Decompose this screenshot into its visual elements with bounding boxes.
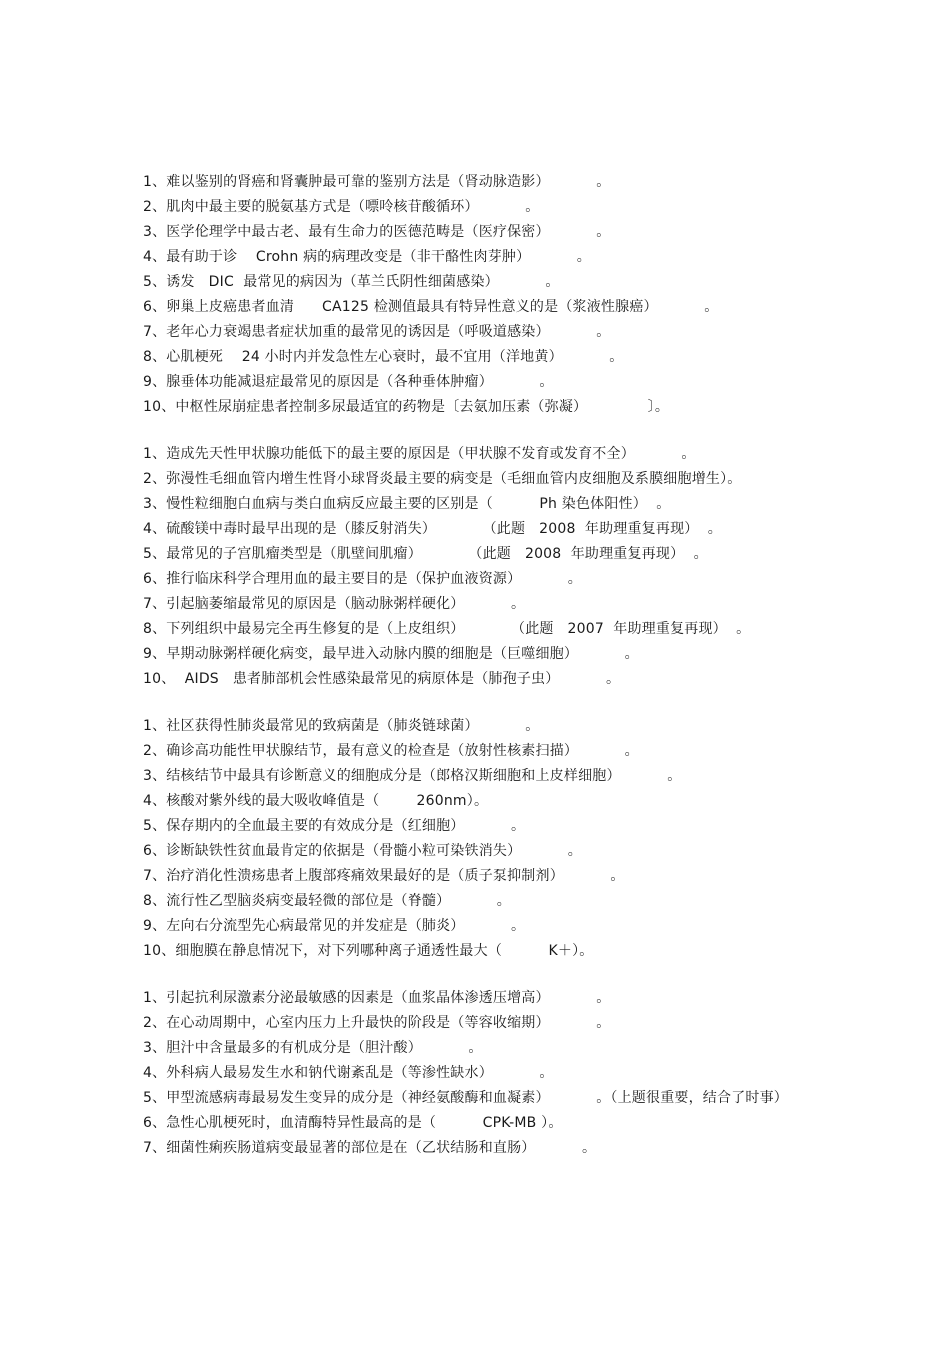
- question-line: 2、确诊高功能性甲状腺结节，最有意义的检查是（放射性核素扫描） 。: [143, 743, 639, 759]
- question-line: 8、下列组织中最易完全再生修复的是（上皮组织） （此题 2007 年助理重复再现） 。: [143, 621, 751, 637]
- question-group-3: [143, 714, 793, 964]
- question-line: 3、胆汁中含量最多的有机成分是（胆汁酸） 。: [143, 1040, 483, 1056]
- question-group-2: [143, 442, 793, 692]
- question-line: 2、在心动周期中，心室内压力上升最快的阶段是（等容收缩期） 。: [143, 1015, 611, 1031]
- question-line: 1、引起抗利尿激素分泌最敏感的因素是（血浆晶体渗透压增高） 。: [143, 990, 611, 1006]
- question-line: 7、细菌性痢疾肠道病变最显著的部位是在（乙状结肠和直肠） 。: [143, 1140, 597, 1156]
- question-line: 2、肌肉中最主要的脱氨基方式是（嘌呤核苷酸循环） 。: [143, 199, 540, 215]
- question-line: 7、治疗消化性溃疡患者上腹部疼痛效果最好的是（质子泵抑制剂） 。: [143, 868, 625, 884]
- question-line: 4、外科病人最易发生水和钠代谢紊乱是（等渗性缺水） 。: [143, 1065, 554, 1081]
- question-line: 6、推行临床科学合理用血的最主要目的是（保护血液资源） 。: [143, 571, 583, 587]
- question-group-1: [143, 170, 793, 420]
- question-line: 1、社区获得性肺炎最常见的致病菌是（肺炎链球菌） 。: [143, 718, 540, 734]
- question-line: 6、诊断缺铁性贫血最肯定的依据是（骨髓小粒可染铁消失） 。: [143, 843, 583, 859]
- question-line: 3、慢性粒细胞白血病与类白血病反应最主要的区别是（ Ph 染色体阳性） 。: [143, 496, 671, 512]
- question-line: 7、老年心力衰竭患者症状加重的最常见的诱因是（呼吸道感染） 。: [143, 324, 611, 340]
- question-line: 9、左向右分流型先心病最常见的并发症是（肺炎） 。: [143, 918, 526, 934]
- question-line: 3、医学伦理学中最古老、最有生命力的医德范畴是（医疗保密） 。: [143, 224, 611, 240]
- question-line: 5、最常见的子宫肌瘤类型是（肌壁间肌瘤） （此题 2008 年助理重复再现） 。: [143, 546, 708, 562]
- question-line: 5、保存期内的全血最主要的有效成分是（红细胞） 。: [143, 818, 526, 834]
- question-line: 1、造成先天性甲状腺功能低下的最主要的原因是（甲状腺不发育或发育不全） 。: [143, 446, 696, 462]
- question-line: 10、细胞膜在静息情况下，对下列哪种离子通透性最大（ K＋）。: [143, 943, 594, 959]
- question-line: 1、难以鉴别的肾癌和肾囊肿最可靠的鉴别方法是（肾动脉造影） 。: [143, 174, 611, 190]
- question-line: 4、核酸对紫外线的最大吸收峰值是（ 260nm）。: [143, 793, 489, 809]
- question-line: 3、结核结节中最具有诊断意义的细胞成分是（郎格汉斯细胞和上皮样细胞） 。: [143, 768, 682, 784]
- question-line: 5、甲型流感病毒最易发生变异的成分是（神经氨酸酶和血凝素） 。（上题很重要，结合了时事）: [143, 1090, 789, 1106]
- question-line: 8、心肌梗死 24 小时内并发急性左心衰时，最不宜用（洋地黄） 。: [143, 349, 624, 365]
- question-line: 8、流行性乙型脑炎病变最轻微的部位是（脊髓） 。: [143, 893, 512, 909]
- question-group-4: [143, 986, 793, 1161]
- question-line: 5、诱发 DIC 最常见的病因为（革兰氏阴性细菌感染） 。: [143, 274, 560, 290]
- question-line: 4、最有助于诊 Crohn 病的病理改变是（非干酪性肉芽肿） 。: [143, 249, 591, 265]
- question-line: 4、硫酸镁中毒时最早出现的是（膝反射消失） （此题 2008 年助理重复再现） 。: [143, 521, 722, 537]
- question-line: 7、引起脑萎缩最常见的原因是（脑动脉粥样硬化） 。: [143, 596, 526, 612]
- question-line: 10、中枢性尿崩症患者控制多尿最适宜的药物是〔去氨加压素（弥凝） 〕。: [143, 399, 670, 415]
- question-line: 10、 AIDS 患者肺部机会性感染最常见的病原体是（肺孢子虫） 。: [143, 671, 621, 687]
- question-line: 6、急性心肌梗死时，血清酶特异性最高的是（ CPK-MB ）。: [143, 1115, 563, 1131]
- question-line: 2、弥漫性毛细血管内增生性肾小球肾炎最主要的病变是（毛细血管内皮细胞及系膜细胞增生）。: [143, 471, 742, 487]
- question-line: 9、腺垂体功能减退症最常见的原因是（各种垂体肿瘤） 。: [143, 374, 554, 390]
- question-line: 9、早期动脉粥样硬化病变，最早进入动脉内膜的细胞是（巨噬细胞） 。: [143, 646, 639, 662]
- document-body: [143, 170, 793, 1161]
- question-line: 6、卵巢上皮癌患者血清 CA125 检测值最具有特异性意义的是（浆液性腺癌） 。: [143, 299, 719, 315]
